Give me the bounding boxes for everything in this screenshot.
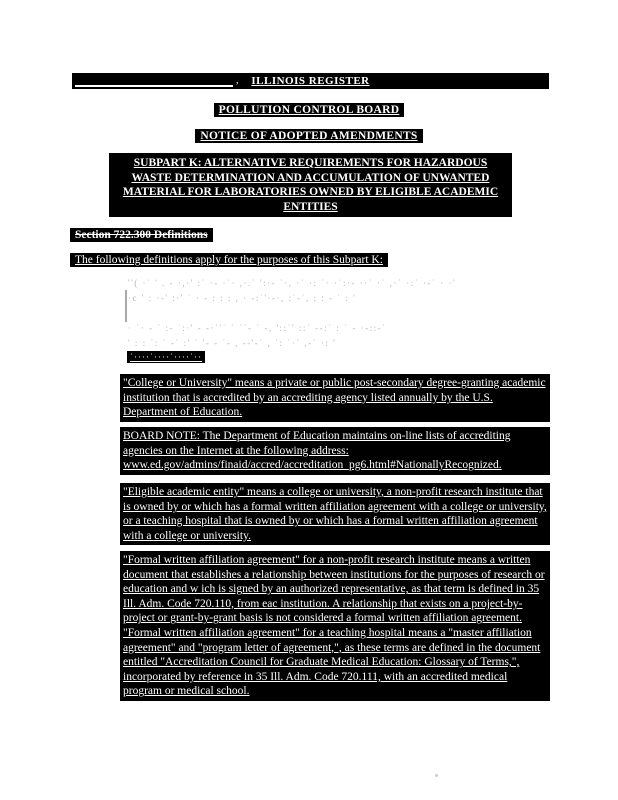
subpart-heading-line: SUBPART K: ALTERNATIVE REQUIREMENTS FOR HAZARDOUS <box>133 157 488 169</box>
subpart-heading-block <box>109 153 512 217</box>
subpart-heading-line: WASTE DETERMINATION AND ACCUMULATION OF UNWANTED <box>131 171 490 184</box>
notice-heading: NOTICE OF ADOPTED AMENDMENTS <box>195 129 422 143</box>
definition-paragraph-college-or-university: "College or University" means a private or public post-secondary degree-granting academic institution that is accredited by an accrediting agency listed annually by the U.S. Department of Education. <box>120 374 550 422</box>
margin-change-bar <box>125 290 127 322</box>
faint-text-line: · ˙· - ˙ :- ˙:·' - -·˙'˙ ˙ ˙˙- ˙ -, '::˙' ::˙ --:˙ : ˙ - ·-::-˙ <box>128 323 387 333</box>
faint-fragment-row <box>127 347 205 365</box>
faint-text-line: ·c ' : ·-' :·' ˙ · - : : : , · -:˙'·-·, :˙-˙, : : - ˙ : ' <box>128 293 357 303</box>
faint-text-line: ''( ·˙ ' . - ·,·' :˙ ·- ·˙· ,·.˙ ':·- ˙·, ·˙ ·: ˙· ·˙:·- ··˙ ·˙ ,·˙ ·:˙ ·-˙ · ·' <box>128 278 457 288</box>
header-bar <box>72 73 549 89</box>
scan-speck <box>435 774 438 777</box>
faint-illegible-paragraph <box>128 277 548 347</box>
section-heading: Section 722.300 Definitions <box>70 228 213 242</box>
faint-text-line: ' : : ˙: ˙ -˙ :' ˙ '- - ˙- , --'-˙ , ˙: ˙·˙ ,-˙ ·: ' <box>128 338 337 348</box>
board-heading: POLLUTION CONTROL BOARD <box>214 103 405 117</box>
header-comma-mark: , <box>236 75 239 86</box>
subpart-heading-line: ENTITIES <box>283 201 338 214</box>
definition-paragraph-eligible-academic-entity: "Eligible academic entity" means a college or university, a non-profit research institute that is owned by or which has a formal written affiliation agreement with a college or university, or a teaching hospital that is owned by or which has a formal written affiliation agreement with a college or university. <box>120 483 550 545</box>
board-heading-row <box>0 100 618 118</box>
intro-line: The following definitions apply for the purposes of this Subpart K: <box>70 253 388 267</box>
page-title: ILLINOIS REGISTER <box>251 75 370 87</box>
section-heading-row <box>70 225 213 243</box>
notice-heading-row <box>0 126 618 144</box>
faint-highlighted-fragment: ˙····˙····˙····˙·· <box>127 351 205 363</box>
subpart-heading-line: MATERIAL FOR LABORATORIES OWNED BY ELIGIBLE ACADEMIC <box>122 186 499 199</box>
definition-paragraph-board-note: BOARD NOTE: The Department of Education maintains on-line lists of accrediting agencies on the Internet at the following address: www.ed.gov/admins/finaid/accred/accreditation_pg6.html#NationallyRecognized. <box>120 427 550 475</box>
definition-paragraph-formal-written-affiliation-agreement: "Formal written affiliation agreement" for a non-profit research institute means a written document that establishes a relationship between institutions for the purposes of research or education and w ich is signed by an authorized representative, as that term is defined in 35 Ill. Adm. Code 720.110, from eac institution. A relationship that exists on a project-by-project or grant-by-grant basis is not considered a formal written affiliation agreement. "Formal written affiliation agreement" for a teaching hospital means a "master affiliation agreement" and "program letter of agreement,", as these terms are defined in the document entitled "Accreditation Council for Graduate Medical Education: Glossary of Terms,", incorporated by reference in 35 Ill. Adm. Code 720.111, with an accredited medical program or medical school. <box>120 551 550 701</box>
intro-line-row <box>70 250 388 268</box>
